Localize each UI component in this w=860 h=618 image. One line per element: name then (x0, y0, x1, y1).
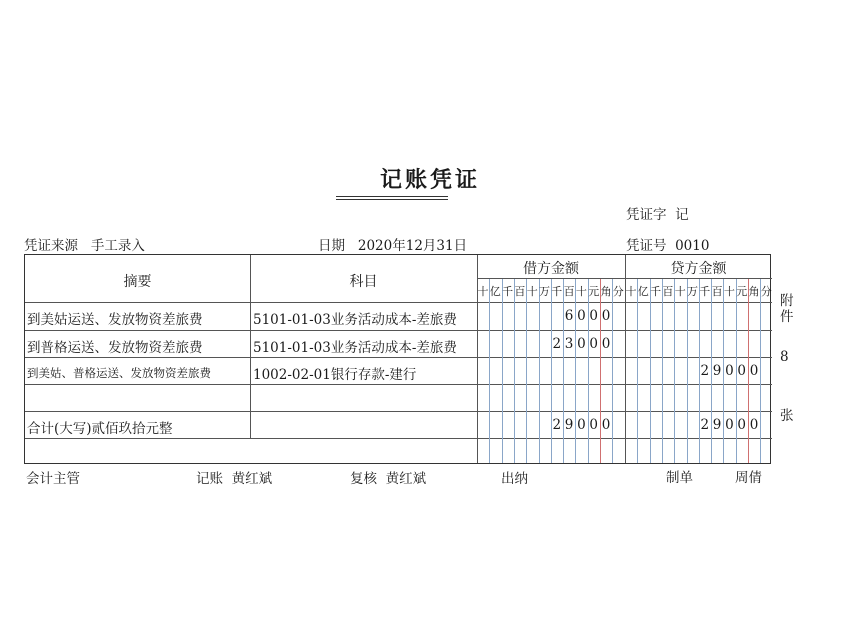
digit-header: 千 (650, 285, 662, 298)
debit-digit: 2 (552, 336, 562, 352)
row-line (25, 357, 772, 358)
digit-header: 分 (760, 285, 772, 298)
bookkeeper-name: 黄红斌 (231, 471, 273, 487)
row-summary: 到美姑、普格运送、发放物资差旅费 (27, 366, 211, 380)
reviewer-name: 黄红斌 (385, 471, 427, 487)
credit-digit: 0 (725, 417, 734, 433)
digit-header: 十 (477, 285, 489, 298)
digit-col-line (687, 279, 688, 463)
debit-digit: 0 (589, 417, 598, 433)
credit-digit: 9 (712, 363, 722, 379)
row-account: 5101-01-03业务活动成本-差旅费 (253, 340, 457, 356)
digit-header: 十 (526, 285, 538, 298)
credit-digit: 0 (749, 417, 759, 433)
date-value: 2020年12月31日 (357, 238, 468, 254)
digit-col-line (514, 279, 515, 463)
digit-col-line (600, 279, 601, 463)
digit-col-line (612, 279, 613, 463)
digit-header: 百 (514, 285, 526, 298)
voucher-table (24, 254, 771, 464)
footer-maker-label: 制单 (666, 470, 693, 486)
header-summary: 摘要 (123, 274, 152, 290)
footer-chief: 会计主管 (26, 471, 80, 487)
attach-label-top2: 件 (780, 309, 794, 325)
digit-header: 角 (748, 285, 760, 298)
digit-col-line (539, 279, 540, 463)
digit-col-line (526, 279, 527, 463)
digit-col-line (662, 279, 663, 463)
digit-header: 千 (502, 285, 514, 298)
digit-header: 亿 (637, 285, 649, 298)
digit-header: 元 (588, 285, 600, 298)
total-row-mask (249, 439, 252, 463)
row-summary: 到美姑运送、发放物资差旅费 (27, 312, 203, 328)
digit-col-line (575, 279, 576, 463)
digit-header: 亿 (489, 285, 501, 298)
total-summary: 合计(大写)贰佰玖拾元整 (27, 421, 173, 437)
digit-header: 十 (723, 285, 735, 298)
source-value: 手工录入 (90, 238, 145, 254)
debit-digit: 3 (564, 336, 574, 352)
voucher-title: 记账凭证 (379, 168, 480, 193)
digit-header: 万 (539, 285, 550, 298)
attach-count: 8 (780, 349, 789, 365)
debit-digit: 0 (601, 336, 611, 352)
digit-header: 分 (612, 285, 624, 298)
credit-digit: 9 (712, 417, 722, 433)
footer-cashier: 出纳 (501, 471, 528, 487)
reviewer-label: 复核 (350, 471, 377, 487)
bookkeeper-label: 记账 (196, 471, 223, 487)
row-account: 1002-02-01银行存款-建行 (253, 367, 417, 383)
credit-digit: 2 (700, 417, 710, 433)
title-underline-2 (336, 199, 448, 200)
digit-header: 百 (662, 285, 674, 298)
voucher-date (318, 234, 467, 254)
debit-digit: 2 (552, 417, 562, 433)
col-line (250, 255, 251, 463)
digit-header: 百 (711, 285, 723, 298)
row-line (25, 330, 772, 331)
title-underline (336, 196, 448, 197)
header-debit: 借方金额 (523, 261, 579, 277)
footer-maker: 周倩 (735, 470, 762, 486)
credit-digit: 0 (725, 363, 734, 379)
row-line (25, 411, 772, 412)
date-label: 日期 (318, 238, 345, 254)
digit-col-line (502, 279, 503, 463)
footer-reviewer (350, 467, 426, 487)
digit-header: 千 (551, 285, 563, 298)
debit-digit: 0 (601, 417, 611, 433)
digit-header: 十 (575, 285, 587, 298)
debit-digit: 6 (564, 308, 574, 324)
voucher-char-value: 记 (675, 207, 689, 223)
debit-digit: 0 (601, 308, 611, 324)
attach-label-top: 附 (780, 293, 794, 309)
credit-digit: 0 (737, 363, 746, 379)
credit-digit: 0 (749, 363, 759, 379)
credit-digit: 0 (737, 417, 746, 433)
voucher-char (626, 203, 689, 223)
header-credit: 贷方金额 (670, 261, 727, 277)
debit-digit: 0 (577, 336, 586, 352)
debit-digit: 9 (564, 417, 574, 433)
footer-bookkeeper (196, 467, 272, 487)
header-account: 科目 (349, 274, 378, 290)
digit-col-line (650, 279, 651, 463)
row-account: 5101-01-03业务活动成本-差旅费 (253, 312, 457, 328)
attach-label-bottom: 张 (780, 408, 794, 424)
debit-digit: 0 (577, 417, 586, 433)
row-summary: 到普格运送、发放物资差旅费 (27, 340, 203, 356)
digit-col-line (489, 279, 490, 463)
source-label: 凭证来源 (24, 238, 78, 254)
digit-col-line (551, 279, 552, 463)
digit-header: 十 (674, 285, 686, 298)
voucher-number (626, 234, 709, 254)
debit-digit: 0 (577, 308, 586, 324)
digit-header: 十 (625, 285, 637, 298)
voucher-no-label: 凭证号 (626, 238, 667, 254)
debit-digit: 0 (589, 336, 598, 352)
debit-digit: 0 (589, 308, 598, 324)
digit-header: 角 (600, 285, 612, 298)
credit-digit: 2 (700, 363, 710, 379)
digit-col-line (637, 279, 638, 463)
digit-header: 千 (699, 285, 711, 298)
row-line (25, 438, 772, 439)
voucher-source (24, 234, 145, 254)
digit-col-line (563, 279, 564, 463)
digit-header: 元 (736, 285, 748, 298)
row-line (25, 384, 772, 385)
digit-header: 百 (563, 285, 575, 298)
digit-col-line (588, 279, 589, 463)
row-line (25, 302, 772, 303)
voucher-char-label: 凭证字 (626, 207, 667, 223)
voucher-no-value: 0010 (675, 238, 710, 254)
digit-col-line (674, 279, 675, 463)
digit-header: 万 (687, 285, 698, 298)
